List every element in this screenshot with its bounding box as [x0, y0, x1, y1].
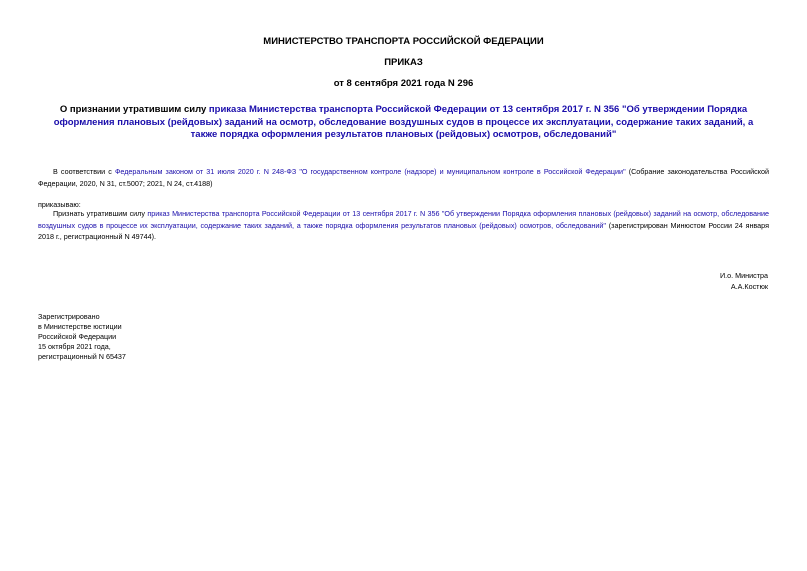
registration-line: в Министерстве юстиции [38, 322, 122, 331]
signatory-title: И.о. Министра [719, 271, 768, 280]
repealed-order-link[interactable]: приказ Министерства транспорта Российской Федерации от 13 сентября 2017 г. N 356 "Об утверждении Порядка оформления плановых (рейдовых) заданий на осмотр, обследование воздушных судов в процессе их эксплуатации, содержание таких заданий, а также порядка оформления результатов плановых (рейдовых) осмотров, обследований" [38, 209, 770, 230]
subject-link[interactable]: приказа Министерства транспорта Российской Федерации от 13 сентября 2017 г. N 356 "Об утверждении Порядка оформления плановых (рейдовых) заданий на осмотр, обследование воздушных судов в процессе их эксплуатации, содержание таких заданий, а также порядка оформления результатов плановых (рейдовых) осмотров, обследований" [53, 104, 754, 140]
subject-prefix: О признании утратившим силу [59, 104, 209, 115]
registration-line: 15 октября 2021 года, [38, 342, 111, 351]
para1-prefix: В соответствии с [53, 167, 115, 176]
ministry-heading: МИНИСТЕРСТВО ТРАНСПОРТА РОССИЙСКОЙ ФЕДЕРАЦИИ [263, 36, 544, 47]
registration-line: Зарегистрировано [38, 312, 100, 321]
order-date: от 8 сентября 2021 года N 296 [333, 78, 474, 89]
order-subject [40, 104, 767, 142]
operative-paragraph [38, 208, 769, 243]
registration-line: Российской Федерации [38, 332, 117, 341]
para1-suffix: (Собрание законодательства Российской Федерации, 2020, N 31, ст.5007; 2021, N 24, ст.4188) [38, 167, 770, 188]
federal-law-link[interactable]: Федеральным законом от 31 июля 2020 г. N 248-ФЗ "О государственном контроле (надзоре) и муниципальном контроле в Российской Федерации" [114, 167, 626, 176]
ordered-word: приказываю: [38, 200, 81, 209]
registration-block [38, 312, 126, 362]
signatory-name: А.А.Костюк [730, 282, 768, 291]
para2-prefix: Признать утратившим силу [53, 209, 148, 218]
preamble-paragraph [38, 166, 769, 189]
registration-line: регистрационный N 65437 [38, 352, 126, 361]
order-title: ПРИКАЗ [384, 57, 423, 68]
para2-suffix: (зарегистрирован Минюстом России 24 января 2018 г., регистрационный N 49744). [38, 220, 769, 241]
